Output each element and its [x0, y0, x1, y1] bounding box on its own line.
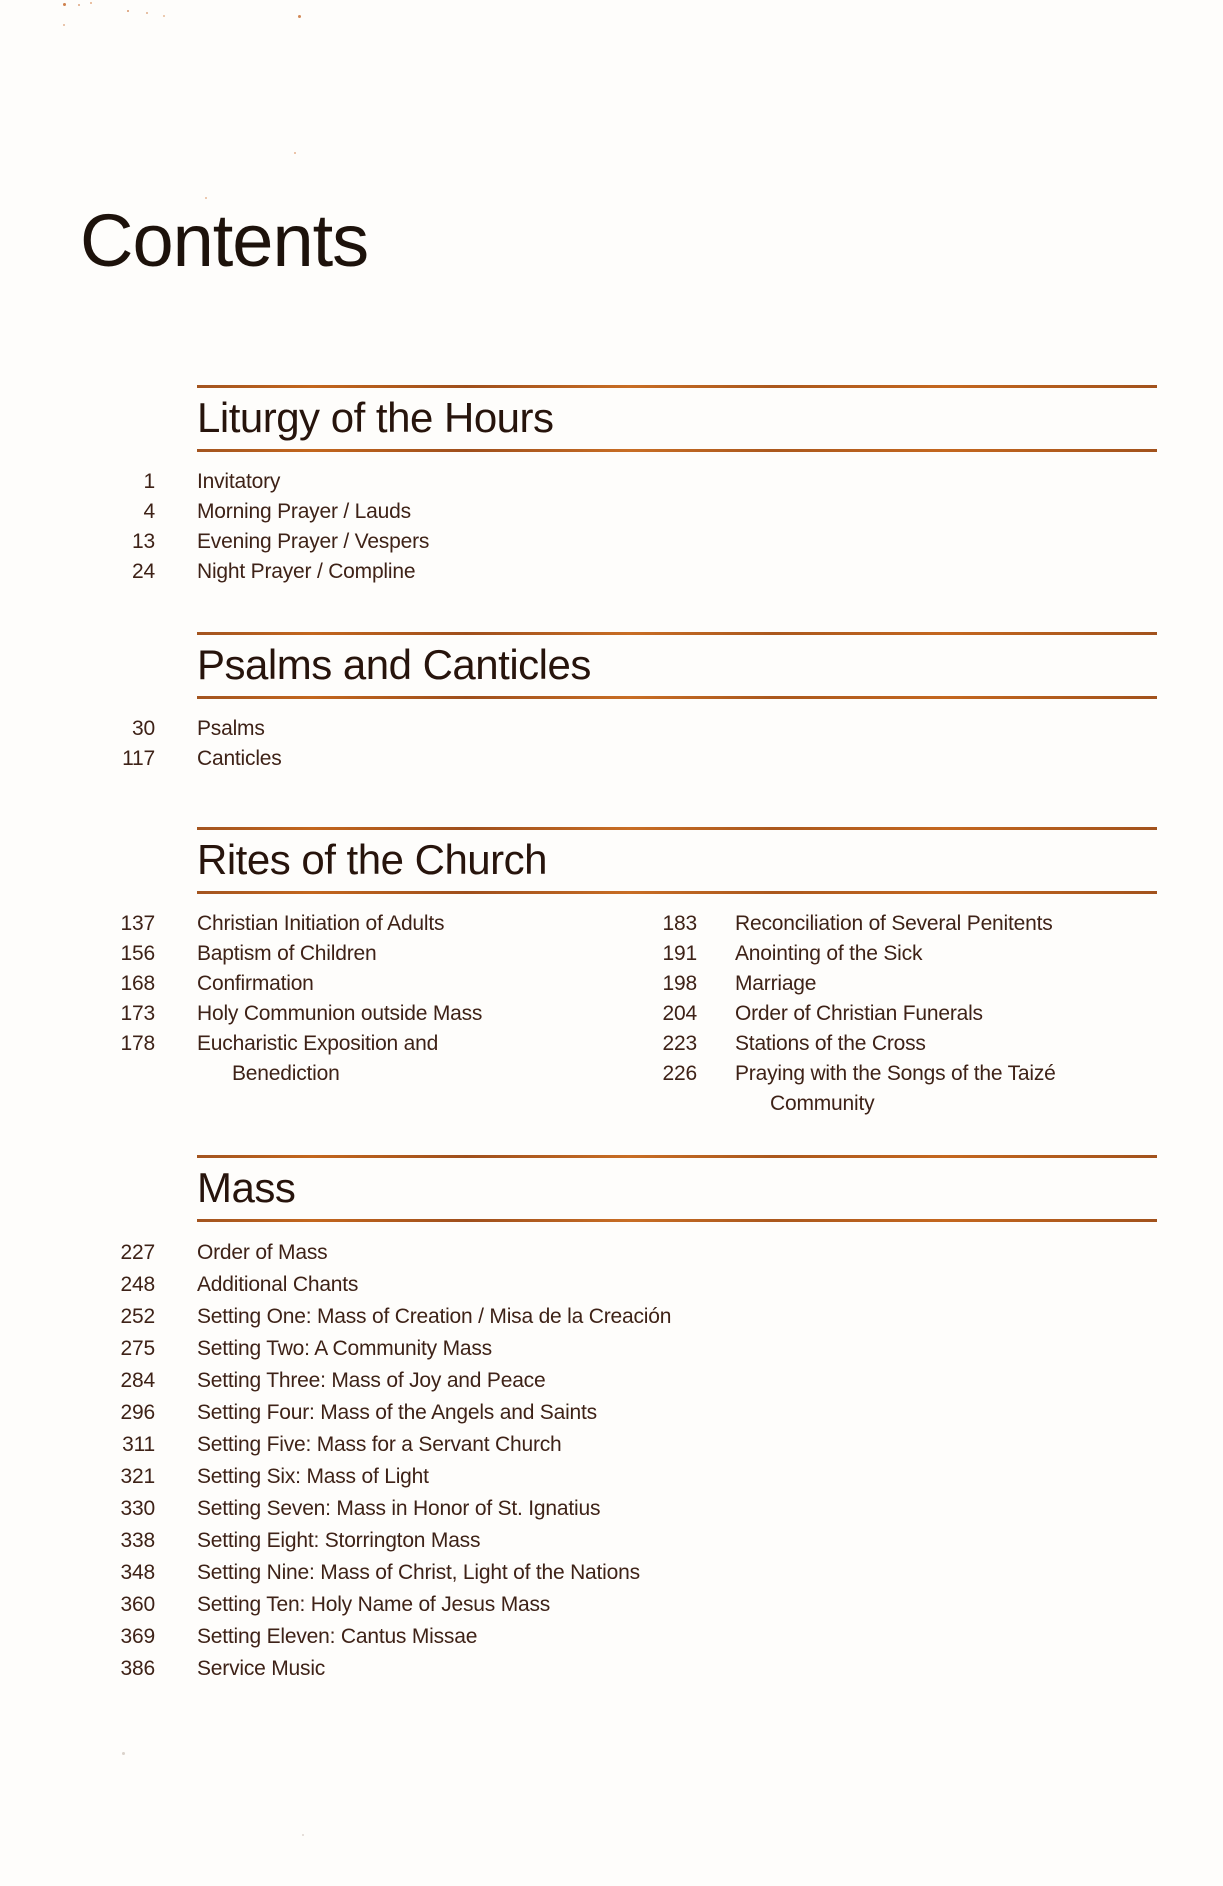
section-rule-top	[197, 632, 1157, 635]
toc-entry	[83, 527, 1223, 557]
scan-speckle	[163, 15, 165, 17]
toc-list	[83, 1237, 1223, 1685]
page-number: 369	[120, 1625, 155, 1648]
scan-speckle	[146, 12, 148, 14]
entry-title: Psalms	[197, 717, 265, 740]
entry-title: Confirmation	[197, 972, 314, 995]
section-rule-bottom	[197, 1219, 1157, 1222]
toc-entry	[83, 1365, 1223, 1397]
toc-entry	[83, 557, 1223, 587]
entry-title: Morning Prayer / Lauds	[197, 500, 411, 523]
toc-entry	[83, 1589, 1223, 1621]
toc-entry	[625, 909, 1056, 939]
entry-title: Baptism of Children	[197, 942, 377, 965]
page-number: 386	[120, 1657, 155, 1680]
entry-title: Night Prayer / Compline	[197, 560, 416, 583]
toc-entry	[625, 999, 1056, 1029]
page-number: 24	[132, 560, 155, 583]
section-rule-bottom	[197, 696, 1157, 699]
page-number: 13	[132, 530, 155, 553]
entry-title-continuation: Benediction	[232, 1062, 340, 1085]
scan-speckle	[122, 1752, 125, 1755]
entry-title: Christian Initiation of Adults	[197, 912, 445, 935]
section-heading: Mass	[197, 1164, 296, 1211]
entry-title: Setting Seven: Mass in Honor of St. Ignatius	[197, 1497, 601, 1520]
toc-entry	[83, 1301, 1223, 1333]
toc-entry	[83, 1557, 1223, 1589]
scan-speckle	[127, 10, 129, 12]
toc-entry	[83, 1461, 1223, 1493]
scan-speckle	[294, 152, 296, 154]
scan-speckle	[63, 3, 66, 6]
page-number: 275	[120, 1337, 155, 1360]
page-number: 156	[120, 942, 155, 965]
page-number: 348	[120, 1561, 155, 1584]
page-number: 168	[120, 972, 155, 995]
entry-title: Setting Six: Mass of Light	[197, 1465, 429, 1488]
toc-entry	[83, 744, 1223, 774]
page-title: Contents	[80, 199, 369, 282]
rites-column-right	[625, 894, 1056, 1119]
toc-list	[83, 909, 625, 1089]
entry-title: Order of Christian Funerals	[735, 1002, 983, 1025]
section-heading: Liturgy of the Hours	[197, 394, 554, 441]
entry-title: Canticles	[197, 747, 282, 770]
entry-title: Marriage	[735, 972, 817, 995]
toc-entry	[83, 714, 1223, 744]
page-number: 173	[120, 1002, 155, 1025]
entry-title: Additional Chants	[197, 1273, 359, 1296]
entry-title: Setting Five: Mass for a Servant Church	[197, 1433, 562, 1456]
scan-speckle	[302, 1834, 304, 1836]
page-number: 30	[132, 717, 155, 740]
entry-title: Anointing of the Sick	[735, 942, 923, 965]
toc-list	[83, 714, 1223, 774]
toc-entry	[83, 497, 1223, 527]
entry-title: Evening Prayer / Vespers	[197, 530, 430, 553]
entry-title: Setting Eleven: Cantus Missae	[197, 1625, 478, 1648]
page-number: 321	[120, 1465, 155, 1488]
entry-title: Holy Communion outside Mass	[197, 1002, 483, 1025]
section-rule-bottom	[197, 449, 1157, 452]
section-liturgy-of-the-hours	[0, 385, 1223, 587]
entry-title: Setting Eight: Storrington Mass	[197, 1529, 481, 1552]
toc-entry	[83, 999, 625, 1029]
page-number: 284	[120, 1369, 155, 1392]
page-number: 223	[662, 1032, 697, 1055]
toc-entry	[83, 1237, 1223, 1269]
page-number: 296	[120, 1401, 155, 1424]
toc-entry	[83, 1333, 1223, 1365]
page-number: 198	[662, 972, 697, 995]
page-number: 226	[662, 1062, 697, 1085]
toc-entry	[83, 1429, 1223, 1461]
rites-column-left	[83, 894, 625, 1089]
entry-title: Service Music	[197, 1657, 326, 1680]
section-psalms-and-canticles	[0, 632, 1223, 774]
page-number: 360	[120, 1593, 155, 1616]
page-number: 330	[120, 1497, 155, 1520]
section-rites-of-the-church	[0, 827, 1223, 1119]
page-number: 4	[143, 500, 155, 523]
page-number: 1	[143, 470, 155, 493]
scan-speckle	[63, 24, 65, 26]
entry-title: Setting One: Mass of Creation / Misa de la Creación	[197, 1305, 672, 1328]
entry-title: Setting Nine: Mass of Christ, Light of the Nations	[197, 1561, 640, 1584]
entry-title: Stations of the Cross	[735, 1032, 926, 1055]
section-mass	[0, 1155, 1223, 1685]
toc-entry	[625, 1059, 1056, 1119]
entry-title: Praying with the Songs of the Taizé Community	[735, 1059, 1056, 1119]
entry-title: Invitatory	[197, 470, 281, 493]
toc-entry	[625, 1029, 1056, 1059]
page-number: 227	[120, 1241, 155, 1264]
toc-entry	[83, 939, 625, 969]
scan-speckle	[298, 15, 301, 18]
toc-entry	[625, 939, 1056, 969]
page-number: 311	[122, 1433, 155, 1456]
scan-speckle	[90, 2, 92, 4]
section-rule-top	[197, 1155, 1157, 1158]
entry-title: Setting Ten: Holy Name of Jesus Mass	[197, 1593, 551, 1616]
entry-title: Setting Two: A Community Mass	[197, 1337, 492, 1360]
scan-speckle	[78, 4, 80, 6]
rites-columns	[83, 894, 1223, 1119]
entry-title: Reconciliation of Several Penitents	[735, 912, 1053, 935]
page-number: 191	[662, 942, 697, 965]
page-number: 252	[120, 1305, 155, 1328]
entry-title: Setting Four: Mass of the Angels and Saints	[197, 1401, 597, 1424]
toc-entry	[83, 1653, 1223, 1685]
page-number: 137	[120, 912, 155, 935]
toc-entry	[83, 1269, 1223, 1301]
entry-title: Eucharistic Exposition and Benediction	[197, 1029, 438, 1089]
section-heading: Rites of the Church	[197, 836, 548, 883]
toc-entry	[83, 1397, 1223, 1429]
toc-entry	[83, 467, 1223, 497]
page-number: 248	[120, 1273, 155, 1296]
page-number: 183	[662, 912, 697, 935]
entry-title: Order of Mass	[197, 1241, 328, 1264]
toc-entry	[83, 1493, 1223, 1525]
toc-entry	[83, 1525, 1223, 1557]
toc-list	[625, 909, 1056, 1119]
toc-list	[83, 467, 1223, 587]
toc-entry	[625, 969, 1056, 999]
entry-title: Setting Three: Mass of Joy and Peace	[197, 1369, 546, 1392]
page-number: 204	[662, 1002, 697, 1025]
section-rule-top	[197, 827, 1157, 830]
section-rule-top	[197, 385, 1157, 388]
section-heading: Psalms and Canticles	[197, 641, 591, 688]
toc-entry	[83, 909, 625, 939]
toc-entry	[83, 969, 625, 999]
entry-title-continuation: Community	[770, 1092, 875, 1115]
page-number: 178	[120, 1032, 155, 1055]
page-number: 117	[122, 747, 155, 770]
toc-entry	[83, 1621, 1223, 1653]
toc-entry	[83, 1029, 625, 1089]
page-number: 338	[120, 1529, 155, 1552]
